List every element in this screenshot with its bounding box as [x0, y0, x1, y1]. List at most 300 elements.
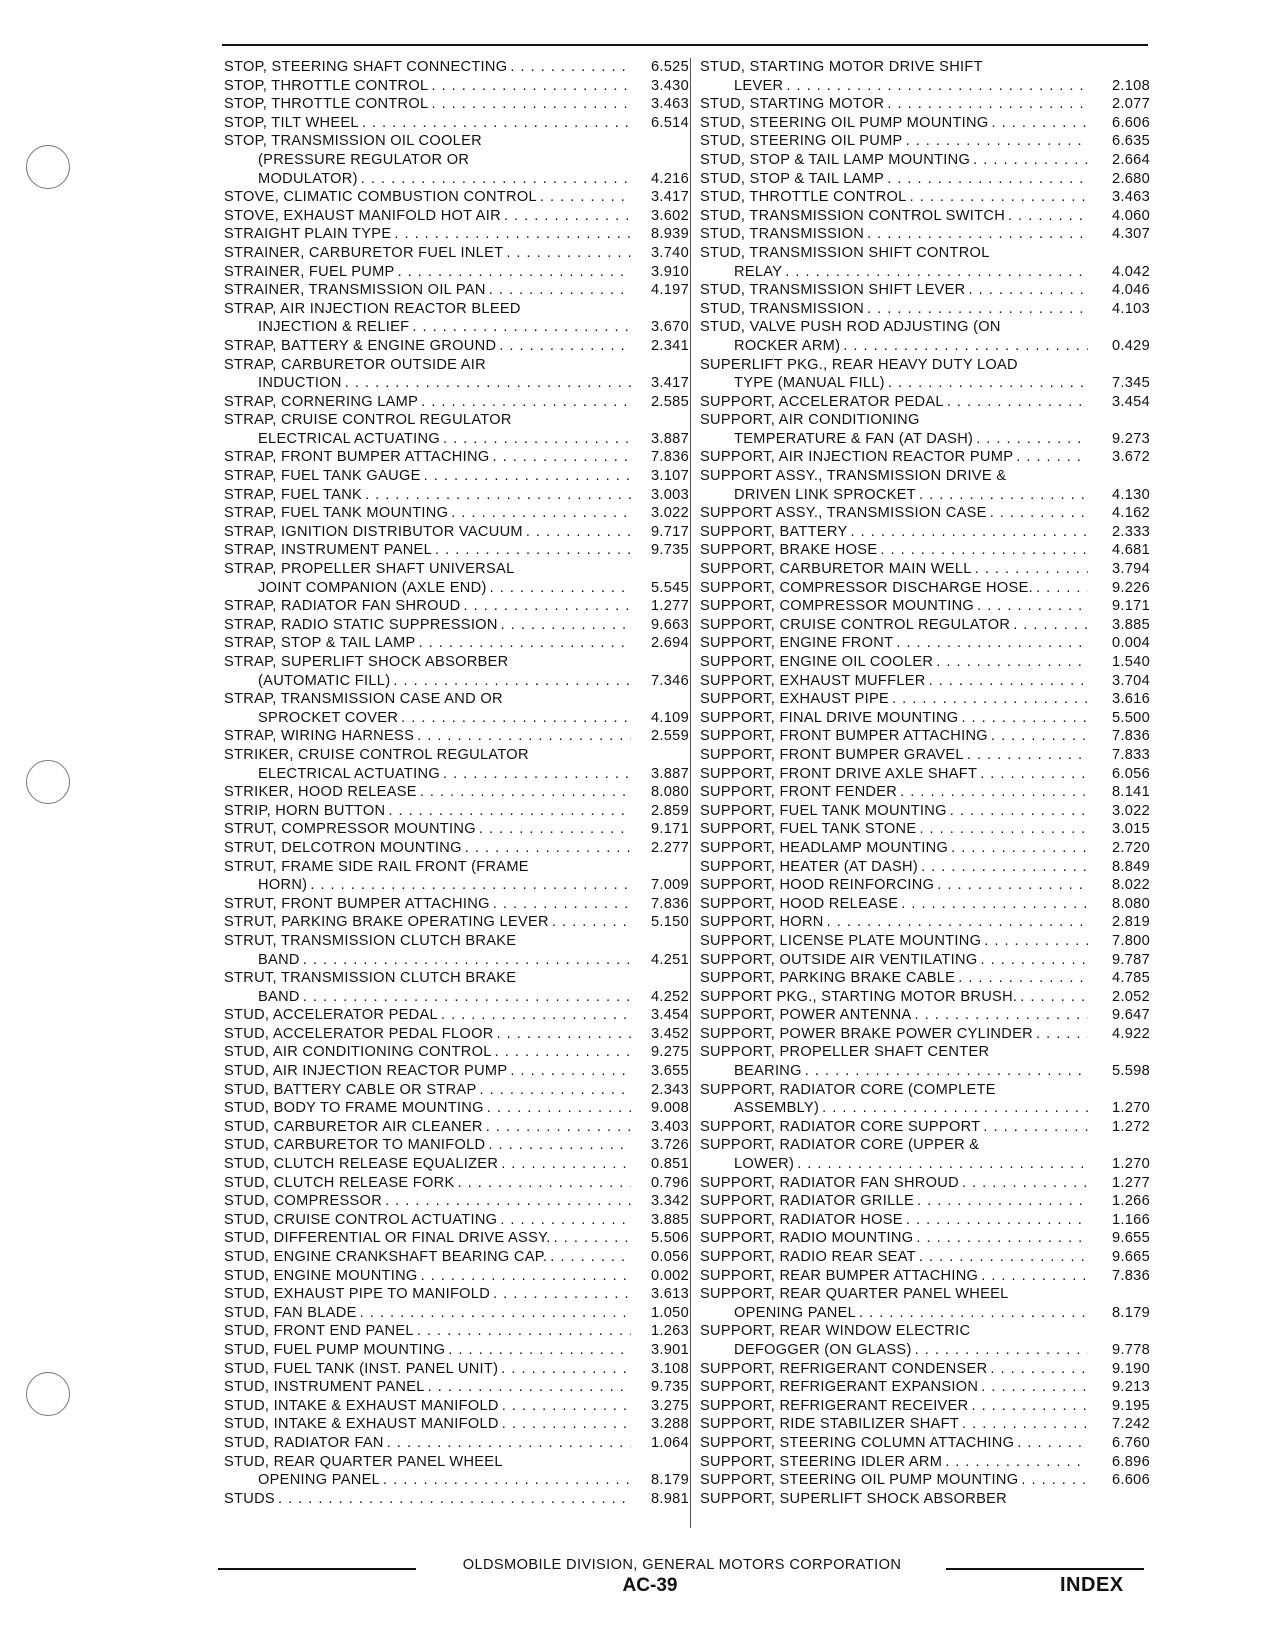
- entry-page-ref: 3.015: [1111, 821, 1150, 838]
- index-entry: [224, 448, 689, 467]
- dot-leader: [507, 1062, 631, 1081]
- index-entry-continuation: [700, 77, 1150, 96]
- entry-page-ref: 2.077: [1111, 96, 1150, 113]
- dot-leader: [958, 709, 1088, 728]
- index-entry: [224, 932, 689, 951]
- entry-page-ref: 2.859: [650, 802, 689, 819]
- index-entry: [700, 1434, 1150, 1453]
- index-entry-continuation: [700, 486, 1150, 505]
- entry-page-ref: 8.080: [650, 784, 689, 801]
- dot-leader: [942, 1453, 1088, 1472]
- index-entry: [224, 783, 689, 802]
- index-entry: [700, 504, 1150, 523]
- index-entry: [700, 1397, 1150, 1416]
- index-entry: [224, 597, 689, 616]
- entry-page-ref: 3.704: [1111, 672, 1150, 689]
- entry-label: STOP, STEERING SHAFT CONNECTING: [224, 59, 508, 75]
- index-entry-continuation: [700, 1341, 1150, 1360]
- index-entry: [224, 1081, 689, 1100]
- entry-label: STRAP, SUPERLIFT SHOCK ABSORBER: [224, 654, 509, 670]
- entry-page-ref: 2.680: [1111, 170, 1150, 187]
- entry-label: LOWER): [734, 1156, 795, 1173]
- entry-page-ref: 8.179: [650, 1472, 689, 1489]
- entry-page-ref: 0.851: [650, 1156, 689, 1173]
- entry-label: STUD, INSTRUMENT PANEL: [224, 1379, 425, 1396]
- index-entry: [700, 616, 1150, 635]
- entry-label: STRAP, FUEL TANK MOUNTING: [224, 505, 449, 522]
- entry-page-ref: 3.670: [650, 319, 689, 336]
- index-entry: [224, 393, 689, 412]
- dot-leader: [358, 170, 631, 189]
- footer-rule-right: [946, 1568, 1144, 1570]
- entry-page-ref: 1.277: [1111, 1174, 1150, 1191]
- entry-label: (PRESSURE REGULATOR OR: [258, 151, 470, 168]
- entry-label: DEFOGGER (ON GLASS): [734, 1341, 912, 1358]
- entry-label: SUPPORT, HORN: [700, 914, 824, 931]
- index-entry: [224, 820, 689, 839]
- entry-page-ref: 4.785: [1111, 970, 1150, 987]
- entry-label: SUPPORT, RADIATOR CORE (UPPER &: [700, 1137, 980, 1154]
- dot-leader: [1033, 1025, 1088, 1044]
- entry-page-ref: 3.672: [1111, 449, 1150, 466]
- page-number: AC-39: [622, 1575, 678, 1596]
- entry-label: STUD, RADIATOR FAN: [224, 1434, 384, 1451]
- entry-page-ref: 1.277: [650, 598, 689, 615]
- index-entry: [700, 356, 1150, 375]
- index-entry: [224, 1043, 689, 1062]
- entry-page-ref: 9.190: [1111, 1360, 1150, 1377]
- dot-leader: [783, 77, 1088, 96]
- dot-leader: [440, 430, 631, 449]
- entry-label: STUD, DIFFERENTIAL OR FINAL DRIVE ASSY.: [224, 1230, 551, 1247]
- index-entry: [700, 1285, 1150, 1304]
- entry-label: OPENING PANEL: [734, 1304, 857, 1321]
- entry-label: STUD, STEERING OIL PUMP MOUNTING: [700, 114, 989, 131]
- entry-page-ref: 9.665: [1111, 1249, 1150, 1265]
- index-entry: [224, 1006, 689, 1025]
- dot-leader: [980, 1118, 1088, 1137]
- entry-page-ref: 7.833: [1111, 746, 1150, 763]
- entry-page-ref: 0.056: [650, 1249, 689, 1265]
- entry-label: SUPPORT, FUEL TANK STONE: [700, 821, 917, 838]
- entry-page-ref: 1.263: [650, 1323, 689, 1340]
- index-entry: [224, 467, 689, 486]
- dot-leader: [421, 467, 631, 486]
- entry-label: SPROCKET COVER: [258, 709, 399, 726]
- index-entry: [700, 1043, 1150, 1062]
- index-entry: [700, 300, 1150, 319]
- index-entry-continuation: [700, 1304, 1150, 1323]
- entry-page-ref: 3.003: [650, 486, 689, 503]
- index-entry-continuation: [224, 1471, 689, 1490]
- entry-label: STOVE, EXHAUST MANIFOLD HOT AIR: [224, 207, 501, 224]
- entry-page-ref: 9.008: [650, 1100, 689, 1117]
- index-entry: [700, 1267, 1150, 1286]
- dot-leader: [499, 1415, 631, 1434]
- entry-label: STRAP, FUEL TANK: [224, 486, 363, 503]
- dot-leader: [416, 634, 631, 653]
- entry-page-ref: 6.525: [650, 59, 689, 75]
- entry-page-ref: 7.836: [1111, 728, 1150, 745]
- entry-page-ref: 2.585: [650, 393, 689, 410]
- index-entry: [700, 597, 1150, 616]
- entry-label: STRAP, INSTRUMENT PANEL: [224, 542, 433, 559]
- entry-page-ref: 3.463: [650, 96, 689, 113]
- entry-label: STRAP, BATTERY & ENGINE GROUND: [224, 337, 497, 354]
- entry-label: BAND: [258, 988, 300, 1005]
- index-entry: [224, 560, 689, 579]
- index-entry: [700, 969, 1150, 988]
- dot-leader: [440, 765, 631, 784]
- dot-leader: [1013, 448, 1088, 467]
- index-entry: [224, 541, 689, 560]
- index-entry: [700, 690, 1150, 709]
- entry-page-ref: 4.109: [650, 709, 689, 726]
- dot-leader: [848, 523, 1088, 542]
- index-entry: [224, 58, 689, 77]
- index-entry: [700, 393, 1150, 412]
- dot-leader: [1018, 1471, 1088, 1490]
- entry-label: STRAINER, TRANSMISSION OIL PAN: [224, 282, 486, 299]
- index-entry: [700, 1490, 1150, 1509]
- entry-page-ref: 2.052: [1111, 988, 1150, 1005]
- entry-label: STUD, ENGINE CRANKSHAFT BEARING CAP.: [224, 1249, 548, 1265]
- dot-leader: [414, 1322, 631, 1341]
- index-entry: [224, 1285, 689, 1304]
- dot-leader: [944, 393, 1088, 412]
- entry-label: SUPPORT, HOOD RELEASE: [700, 895, 899, 912]
- entry-page-ref: 6.760: [1111, 1434, 1150, 1451]
- index-entry-continuation: [224, 876, 689, 895]
- punch-hole: [26, 145, 70, 189]
- entry-label: SUPPORT, COMPRESSOR MOUNTING: [700, 598, 975, 615]
- dot-leader: [380, 1471, 631, 1490]
- entry-label: STUD, CLUTCH RELEASE FORK: [224, 1174, 455, 1191]
- entry-label: SUPPORT, REAR QUARTER PANEL WHEEL: [700, 1286, 1009, 1303]
- dot-leader: [425, 1378, 631, 1397]
- entry-page-ref: 3.454: [650, 1007, 689, 1024]
- dot-leader: [398, 709, 631, 728]
- dot-leader: [973, 430, 1088, 449]
- entry-page-ref: 9.275: [650, 1044, 689, 1061]
- entry-label: STOP, TILT WHEEL: [224, 114, 359, 131]
- entry-label: BAND: [258, 951, 300, 968]
- dot-leader: [903, 132, 1088, 151]
- entry-label: STRUT, DELCOTRON MOUNTING: [224, 839, 462, 856]
- index-entry-continuation: [224, 318, 689, 337]
- entry-label: SUPPORT, REFRIGERANT EXPANSION: [700, 1379, 979, 1396]
- entry-label: STRAP, STOP & TAIL LAMP: [224, 635, 416, 652]
- entry-label: SUPPORT, HOOD REINFORCING: [700, 877, 935, 894]
- entry-label: SUPPORT, HEADLAMP MOUNTING: [700, 839, 949, 856]
- entry-page-ref: 0.429: [1111, 337, 1150, 354]
- dot-leader: [897, 783, 1088, 802]
- entry-label: STUD, ENGINE MOUNTING: [224, 1267, 418, 1284]
- entry-label: SUPPORT PKG., STARTING MOTOR BRUSH.: [700, 988, 1018, 1005]
- dot-leader: [487, 579, 631, 598]
- index-entry: [224, 802, 689, 821]
- entry-page-ref: 9.213: [1111, 1379, 1150, 1396]
- index-entry: [224, 1025, 689, 1044]
- dot-leader: [486, 281, 631, 300]
- entry-page-ref: 7.009: [650, 877, 689, 894]
- entry-label: STUD, REAR QUARTER PANEL WHEEL: [224, 1453, 503, 1470]
- dot-leader: [964, 746, 1088, 765]
- entry-label: STUDS: [224, 1490, 275, 1507]
- entry-page-ref: 3.107: [650, 468, 689, 485]
- dot-leader: [914, 1192, 1088, 1211]
- index-entry: [700, 1174, 1150, 1193]
- index-entry: [700, 876, 1150, 895]
- entry-page-ref: 2.108: [1111, 77, 1150, 94]
- index-entry: [700, 318, 1150, 337]
- dot-leader: [903, 1211, 1088, 1230]
- entry-page-ref: 1.270: [1111, 1100, 1150, 1117]
- entry-label: STRAP, CARBURETOR OUTSIDE AIR: [224, 356, 486, 373]
- entry-label: INDUCTION: [258, 375, 342, 392]
- column-divider: [690, 58, 691, 1528]
- index-entry: [224, 1248, 689, 1267]
- dot-leader: [884, 95, 1088, 114]
- dot-leader: [507, 58, 631, 77]
- entry-label: STRAP, RADIATOR FAN SHROUD: [224, 598, 461, 615]
- entry-page-ref: 4.216: [650, 170, 689, 187]
- index-entry-continuation: [224, 579, 689, 598]
- entry-page-ref: 6.514: [650, 114, 689, 131]
- dot-leader: [547, 1248, 631, 1267]
- index-entry-continuation: [224, 988, 689, 1007]
- entry-page-ref: 9.655: [1111, 1230, 1150, 1247]
- dot-leader: [959, 1174, 1088, 1193]
- dot-leader: [877, 541, 1088, 560]
- entry-label: SUPPORT, STEERING OIL PUMP MOUNTING: [700, 1472, 1019, 1489]
- entry-label: SUPPORT, BRAKE HOSE: [700, 542, 878, 559]
- entry-page-ref: 7.836: [650, 449, 689, 466]
- index-entry: [224, 727, 689, 746]
- entry-label: STUD, INTAKE & EXHAUST MANIFOLD: [224, 1397, 499, 1414]
- index-entry: [224, 1099, 689, 1118]
- index-entry: [224, 1415, 689, 1434]
- entry-label: STRAP, FUEL TANK GAUGE: [224, 468, 421, 485]
- entry-label: STRUT, TRANSMISSION CLUTCH BRAKE: [224, 932, 517, 949]
- entry-page-ref: 8.141: [1111, 784, 1150, 801]
- entry-label: SUPPORT, ACCELERATOR PEDAL: [700, 393, 944, 410]
- entry-page-ref: 3.430: [650, 77, 689, 94]
- dot-leader: [934, 876, 1088, 895]
- entry-page-ref: 3.885: [1111, 616, 1150, 633]
- dot-leader: [300, 988, 631, 1007]
- section-label: INDEX: [1060, 1574, 1124, 1596]
- entry-page-ref: 2.341: [650, 337, 689, 354]
- entry-label: SUPPORT, FUEL TANK MOUNTING: [700, 802, 947, 819]
- entry-label: STUD, CLUTCH RELEASE EQUALIZER: [224, 1156, 499, 1173]
- entry-label: STUD, TRANSMISSION: [700, 300, 865, 317]
- index-entry: [700, 820, 1150, 839]
- dot-leader: [549, 913, 631, 932]
- entry-label: STUD, COMPRESSOR: [224, 1193, 383, 1210]
- entry-page-ref: 7.242: [1111, 1416, 1150, 1433]
- dot-leader: [494, 1025, 631, 1044]
- dot-leader: [362, 486, 631, 505]
- entry-label: STUD, AIR CONDITIONING CONTROL: [224, 1044, 492, 1061]
- dot-leader: [819, 1099, 1088, 1118]
- index-entry: [224, 356, 689, 375]
- index-entry: [224, 969, 689, 988]
- index-entry: [224, 523, 689, 542]
- entry-page-ref: 3.887: [650, 765, 689, 782]
- dot-leader: [300, 951, 631, 970]
- dot-leader: [1014, 1434, 1088, 1453]
- entry-label: SUPPORT, REFRIGERANT CONDENSER: [700, 1360, 988, 1377]
- dot-leader: [489, 448, 631, 467]
- entry-label: STOVE, CLIMATIC COMBUSTION CONTROL: [224, 189, 537, 206]
- entry-page-ref: 4.251: [650, 951, 689, 968]
- entry-label: STUD, TRANSMISSION SHIFT CONTROL: [700, 244, 990, 261]
- entry-page-ref: 3.910: [650, 263, 689, 280]
- index-entry: [700, 765, 1150, 784]
- entry-page-ref: 5.500: [1111, 709, 1150, 726]
- entry-label: STRAINER, CARBURETOR FUEL INLET: [224, 244, 504, 261]
- dot-leader: [987, 504, 1088, 523]
- entry-label: SUPPORT, RADIATOR GRILLE: [700, 1193, 914, 1210]
- entry-label: OPENING PANEL: [258, 1472, 381, 1489]
- dot-leader: [501, 207, 631, 226]
- entry-page-ref: 7.800: [1111, 932, 1150, 949]
- index-entry: [224, 1174, 689, 1193]
- dot-leader: [497, 1211, 631, 1230]
- entry-label: SUPPORT, AIR CONDITIONING: [700, 412, 920, 429]
- entry-label: SUPPORT, CRUISE CONTROL REGULATOR: [700, 616, 1011, 633]
- entry-page-ref: 4.252: [650, 988, 689, 1005]
- index-entry: [700, 895, 1150, 914]
- index-entry: [700, 1453, 1150, 1472]
- entry-page-ref: 4.130: [1111, 486, 1150, 503]
- entry-page-ref: 8.080: [1111, 895, 1150, 912]
- index-entry: [700, 913, 1150, 932]
- entry-label: STRIKER, HOOD RELEASE: [224, 784, 417, 801]
- dot-leader: [499, 1397, 631, 1416]
- entry-page-ref: 5.150: [650, 914, 689, 931]
- index-entry-continuation: [700, 1099, 1150, 1118]
- dot-leader: [893, 634, 1088, 653]
- index-entry: [224, 337, 689, 356]
- entry-label: SUPPORT, AIR INJECTION REACTOR PUMP: [700, 449, 1014, 466]
- entry-label: SUPPORT, EXHAUST MUFFLER: [700, 672, 926, 689]
- dot-leader: [1033, 579, 1088, 598]
- entry-label: SUPPORT, RADIO REAR SEAT: [700, 1249, 916, 1265]
- entry-label: TEMPERATURE & FAN (AT DASH): [734, 430, 974, 447]
- dot-leader: [782, 263, 1088, 282]
- index-entry: [700, 411, 1150, 430]
- dot-leader: [448, 504, 631, 523]
- entry-label: BEARING: [734, 1063, 802, 1080]
- entry-label: ELECTRICAL ACTUATING: [258, 765, 440, 782]
- index-entry: [224, 486, 689, 505]
- entry-page-ref: 2.819: [1111, 914, 1150, 931]
- entry-page-ref: 4.046: [1111, 282, 1150, 299]
- index-entry: [224, 1453, 689, 1472]
- dot-leader: [483, 1118, 631, 1137]
- entry-page-ref: 3.726: [650, 1137, 689, 1154]
- entry-page-ref: 4.042: [1111, 263, 1150, 280]
- entry-label: SUPPORT, REAR WINDOW ELECTRIC: [700, 1323, 971, 1340]
- entry-label: STRAP, WIRING HARNESS: [224, 728, 415, 745]
- entry-page-ref: 9.717: [650, 523, 689, 540]
- dot-leader: [537, 188, 631, 207]
- entry-label: STRUT, FRONT BUMPER ATTACHING: [224, 895, 490, 912]
- dot-leader: [307, 876, 631, 895]
- entry-page-ref: 2.664: [1111, 151, 1150, 168]
- entry-label: SUPPORT, REAR BUMPER ATTACHING: [700, 1267, 979, 1284]
- entry-label: SUPPORT, RADIATOR FAN SHROUD: [700, 1174, 959, 1191]
- entry-page-ref: 3.901: [650, 1341, 689, 1358]
- index-entry-continuation: [224, 170, 689, 189]
- index-entry: [700, 560, 1150, 579]
- index-entry: [224, 1155, 689, 1174]
- entry-label: SUPPORT, RADIO MOUNTING: [700, 1230, 914, 1247]
- dot-leader: [889, 690, 1088, 709]
- entry-label: STRAP, IGNITION DISTRIBUTOR VACUUM: [224, 523, 523, 540]
- entry-page-ref: 3.022: [650, 505, 689, 522]
- dot-leader: [974, 597, 1088, 616]
- entry-label: STOP, THROTTLE CONTROL: [224, 96, 429, 113]
- entry-page-ref: 7.836: [650, 895, 689, 912]
- entry-page-ref: 7.345: [1111, 375, 1150, 392]
- index-entry: [224, 411, 689, 430]
- dot-leader: [498, 1155, 631, 1174]
- entry-label: SUPPORT, RADIATOR CORE (COMPLETE: [700, 1081, 996, 1098]
- entry-page-ref: 3.403: [650, 1118, 689, 1135]
- entry-page-ref: 2.694: [650, 635, 689, 652]
- entry-label: STUD, BODY TO FRAME MOUNTING: [224, 1100, 484, 1117]
- dot-leader: [455, 1174, 632, 1193]
- dot-leader: [417, 783, 631, 802]
- entry-label: SUPPORT, REFRIGERANT RECEIVER: [700, 1397, 969, 1414]
- dot-leader: [460, 597, 631, 616]
- entry-label: SUPPORT, PARKING BRAKE CABLE: [700, 970, 956, 987]
- dot-leader: [418, 1267, 631, 1286]
- entry-page-ref: 1.540: [1111, 654, 1150, 670]
- entry-page-ref: 9.663: [650, 616, 689, 633]
- entry-page-ref: 4.060: [1111, 207, 1150, 224]
- dot-leader: [802, 1062, 1088, 1081]
- entry-page-ref: 3.275: [650, 1397, 689, 1414]
- index-entry: [224, 1062, 689, 1081]
- entry-label: SUPPORT, PROPELLER SHAFT CENTER: [700, 1044, 990, 1061]
- index-entry: [700, 1192, 1150, 1211]
- dot-leader: [357, 1304, 631, 1323]
- entry-page-ref: 1.266: [1111, 1193, 1150, 1210]
- index-entry: [700, 448, 1150, 467]
- index-entry-continuation: [700, 374, 1150, 393]
- dot-leader: [864, 300, 1088, 319]
- dot-leader: [275, 1490, 631, 1509]
- entry-label: STRAP, CRUISE CONTROL REGULATOR: [224, 412, 512, 429]
- entry-label: JOINT COMPANION (AXLE END): [258, 579, 487, 596]
- entry-label: INJECTION & RELIEF: [258, 319, 410, 336]
- index-entry: [224, 77, 689, 96]
- dot-leader: [428, 95, 631, 114]
- index-entry: [224, 1397, 689, 1416]
- dot-leader: [438, 1006, 631, 1025]
- entry-page-ref: 2.333: [1111, 523, 1150, 540]
- entry-label: SUPPORT, POWER ANTENNA: [700, 1007, 912, 1024]
- dot-leader: [916, 486, 1088, 505]
- entry-page-ref: 3.613: [650, 1286, 689, 1303]
- entry-label: STRAIGHT PLAIN TYPE: [224, 226, 392, 243]
- dot-leader: [972, 560, 1088, 579]
- entry-label: DRIVEN LINK SPROCKET: [734, 486, 916, 503]
